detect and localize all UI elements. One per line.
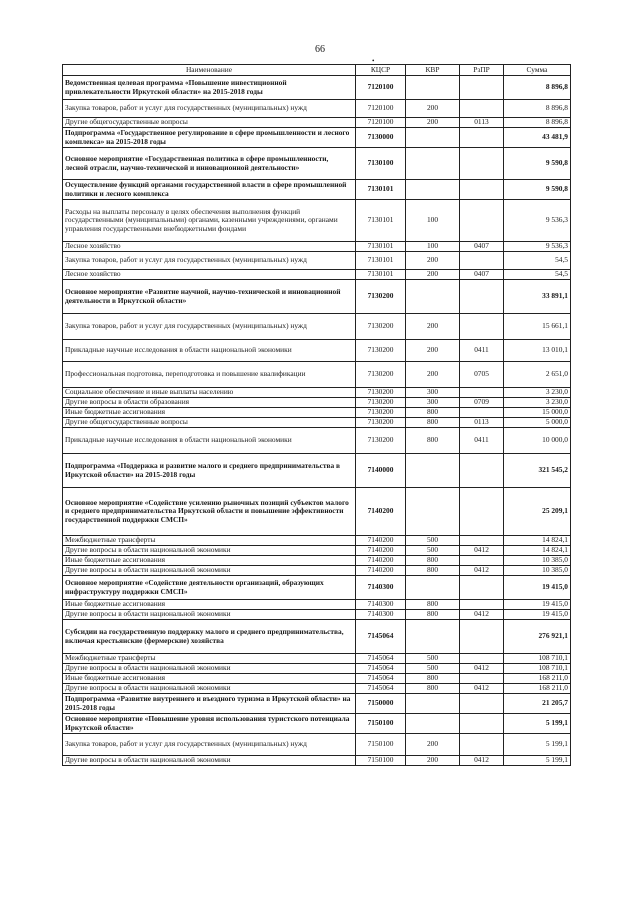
cell-name: Ведомственная целевая программа «Повышение инвестиционной привлекательности Иркутской области» на 2015-2018 годы	[63, 76, 356, 100]
cell-sum: 54,5	[504, 270, 571, 280]
cell-sum: 15 000,0	[504, 408, 571, 418]
cell-kcsr: 7150100	[356, 714, 406, 734]
cell-name: Другие общегосударственные вопросы	[63, 118, 356, 128]
cell-rzpr	[460, 488, 504, 536]
cell-name: Основное мероприятие «Государственная политика в сфере промышленности, лесной отрасли, научно-технической и инновационной деятельности»	[63, 148, 356, 180]
cell-sum: 14 824,1	[504, 536, 571, 546]
cell-sum: 9 590,8	[504, 180, 571, 200]
cell-rzpr	[460, 694, 504, 714]
cell-rzpr: 0411	[460, 340, 504, 362]
cell-name: Расходы на выплаты персоналу в целях обеспечения выполнения функций государственными (муниципальными) органами, казенными учреждениями, органами управления государственными внебюджетными фондами	[63, 200, 356, 242]
header-rzpr: РзПР	[460, 65, 504, 76]
cell-kvr: 300	[406, 398, 460, 408]
cell-sum: 10 385,0	[504, 556, 571, 566]
cell-sum: 2 651,0	[504, 362, 571, 388]
table-row	[63, 576, 571, 600]
cell-rzpr	[460, 408, 504, 418]
table-body	[63, 76, 571, 766]
cell-name: Основное мероприятие «Развитие научной, научно-технической и инновационной деятельности в Иркутской области»	[63, 280, 356, 314]
cell-rzpr: 0412	[460, 664, 504, 674]
table-row	[63, 734, 571, 756]
cell-kcsr: 7130200	[356, 398, 406, 408]
cell-kcsr: 7130101	[356, 270, 406, 280]
cell-kvr: 200	[406, 734, 460, 756]
cell-kvr: 200	[406, 756, 460, 766]
table-row	[63, 620, 571, 654]
cell-kvr	[406, 576, 460, 600]
cell-name: Социальное обеспечение и иные выплаты населению	[63, 388, 356, 398]
table-row	[63, 546, 571, 556]
cell-name: Другие вопросы в области национальной экономики	[63, 664, 356, 674]
cell-sum: 54,5	[504, 252, 571, 270]
cell-kvr: 200	[406, 100, 460, 118]
cell-kvr: 500	[406, 654, 460, 664]
cell-sum: 19 415,0	[504, 576, 571, 600]
cell-name: Подпрограмма «Поддержка и развитие малого и среднего предпринимательства в Иркутской области» на 2015-2018 годы	[63, 454, 356, 488]
cell-kcsr: 7130200	[356, 314, 406, 340]
cell-name: Другие вопросы в области национальной экономики	[63, 566, 356, 576]
cell-kcsr: 7130200	[356, 428, 406, 454]
cell-rzpr: 0407	[460, 242, 504, 252]
cell-sum: 108 710,1	[504, 664, 571, 674]
cell-kcsr: 7145064	[356, 674, 406, 684]
cell-sum: 5 199,1	[504, 756, 571, 766]
cell-kcsr: 7140200	[356, 488, 406, 536]
table-row	[63, 674, 571, 684]
table-row	[63, 418, 571, 428]
cell-kcsr: 7150100	[356, 756, 406, 766]
cell-kvr	[406, 714, 460, 734]
cell-rzpr	[460, 100, 504, 118]
cell-kcsr: 7130101	[356, 200, 406, 242]
cell-kcsr: 7130200	[356, 280, 406, 314]
table-row	[63, 314, 571, 340]
cell-kvr: 800	[406, 408, 460, 418]
cell-name: Другие вопросы в области национальной экономики	[63, 610, 356, 620]
table-row	[63, 148, 571, 180]
cell-sum: 13 010,1	[504, 340, 571, 362]
cell-sum: 43 481,9	[504, 128, 571, 148]
cell-sum: 8 896,8	[504, 118, 571, 128]
cell-kvr	[406, 620, 460, 654]
cell-kvr: 300	[406, 388, 460, 398]
cell-sum: 33 891,1	[504, 280, 571, 314]
cell-kvr: 200	[406, 252, 460, 270]
cell-sum: 5 000,0	[504, 418, 571, 428]
table-row	[63, 280, 571, 314]
cell-kcsr: 7120100	[356, 118, 406, 128]
cell-kvr: 800	[406, 684, 460, 694]
cell-sum: 21 205,7	[504, 694, 571, 714]
cell-rzpr	[460, 200, 504, 242]
cell-name: Иные бюджетные ассигнования	[63, 556, 356, 566]
cell-kcsr: 7140200	[356, 546, 406, 556]
cell-kvr: 800	[406, 556, 460, 566]
cell-name: Подпрограмма «Государственное регулирование в сфере промышленности и лесного комплекса» на 2015-2018 годы	[63, 128, 356, 148]
table-row	[63, 270, 571, 280]
table-row	[63, 340, 571, 362]
cell-rzpr	[460, 674, 504, 684]
cell-kvr: 100	[406, 242, 460, 252]
cell-name: Субсидии на государственную поддержку малого и среднего предпринимательства, включая крестьянские (фермерские) хозяйства	[63, 620, 356, 654]
cell-name: Лесное хозяйство	[63, 270, 356, 280]
cell-rzpr: 0705	[460, 362, 504, 388]
cell-kcsr: 7130200	[356, 418, 406, 428]
cell-rzpr	[460, 252, 504, 270]
cell-kvr	[406, 280, 460, 314]
cell-kvr	[406, 488, 460, 536]
cell-rzpr	[460, 454, 504, 488]
cell-kvr: 200	[406, 270, 460, 280]
cell-kvr: 800	[406, 600, 460, 610]
cell-rzpr: 0412	[460, 566, 504, 576]
table-row	[63, 488, 571, 536]
cell-sum: 321 545,2	[504, 454, 571, 488]
cell-name: Другие общегосударственные вопросы	[63, 418, 356, 428]
cell-rzpr	[460, 180, 504, 200]
cell-kvr	[406, 180, 460, 200]
budget-table	[62, 64, 571, 766]
table-row	[63, 76, 571, 100]
cell-kvr: 500	[406, 664, 460, 674]
cell-kcsr: 7140300	[356, 600, 406, 610]
cell-sum: 8 896,8	[504, 76, 571, 100]
table-row	[63, 756, 571, 766]
cell-kvr	[406, 694, 460, 714]
cell-name: Иные бюджетные ассигнования	[63, 408, 356, 418]
cell-kcsr: 7130000	[356, 128, 406, 148]
cell-sum: 10 000,0	[504, 428, 571, 454]
cell-name: Закупка товаров, работ и услуг для государственных (муниципальных) нужд	[63, 100, 356, 118]
table-row	[63, 118, 571, 128]
cell-name: Прикладные научные исследования в области национальной экономики	[63, 340, 356, 362]
header-sum: Сумма	[504, 65, 571, 76]
cell-sum: 10 385,0	[504, 566, 571, 576]
cell-sum: 9 536,3	[504, 242, 571, 252]
cell-kcsr: 7145064	[356, 620, 406, 654]
cell-kvr	[406, 454, 460, 488]
cell-rzpr	[460, 654, 504, 664]
table-row	[63, 100, 571, 118]
cell-name: Основное мероприятие «Содействие деятельности организаций, образующих инфраструктуру поддержки СМСП»	[63, 576, 356, 600]
cell-name: Закупка товаров, работ и услуг для государственных (муниципальных) нужд	[63, 734, 356, 756]
cell-name: Межбюджетные трансферты	[63, 536, 356, 546]
cell-sum: 14 824,1	[504, 546, 571, 556]
page-number: 66	[315, 44, 325, 55]
table-row	[63, 200, 571, 242]
cell-name: Межбюджетные трансферты	[63, 654, 356, 664]
cell-sum: 5 199,1	[504, 734, 571, 756]
table-row	[63, 684, 571, 694]
cell-kvr: 800	[406, 428, 460, 454]
cell-sum: 5 199,1	[504, 714, 571, 734]
cell-name: Осуществление функций органами государственной власти в сфере промышленной политики и лесного комплекса	[63, 180, 356, 200]
cell-kvr	[406, 76, 460, 100]
cell-sum: 3 230,0	[504, 398, 571, 408]
cell-rzpr	[460, 314, 504, 340]
cell-kvr: 200	[406, 362, 460, 388]
cell-rzpr: 0709	[460, 398, 504, 408]
table-row	[63, 714, 571, 734]
cell-kcsr: 7120100	[356, 76, 406, 100]
cell-rzpr	[460, 556, 504, 566]
table-row	[63, 242, 571, 252]
cell-kcsr: 7150000	[356, 694, 406, 714]
cell-kcsr: 7130101	[356, 242, 406, 252]
cell-kcsr: 7145064	[356, 684, 406, 694]
cell-kcsr: 7120100	[356, 100, 406, 118]
cell-name: Профессиональная подготовка, переподготовка и повышение квалификации	[63, 362, 356, 388]
header-kvr: КВР	[406, 65, 460, 76]
table-row	[63, 664, 571, 674]
cell-kcsr: 7130200	[356, 340, 406, 362]
cell-kvr: 500	[406, 536, 460, 546]
cell-kcsr: 7140200	[356, 536, 406, 546]
table-header-row	[63, 65, 571, 76]
table-row	[63, 252, 571, 270]
header-kcsr: КЦСР	[356, 65, 406, 76]
table-row	[63, 428, 571, 454]
cell-name: Другие вопросы в области образования	[63, 398, 356, 408]
table-row	[63, 600, 571, 610]
cell-kcsr: 7140200	[356, 566, 406, 576]
table-row	[63, 388, 571, 398]
cell-kcsr: 7130100	[356, 148, 406, 180]
table-row	[63, 694, 571, 714]
cell-kvr: 800	[406, 610, 460, 620]
cell-sum: 15 661,1	[504, 314, 571, 340]
table-row	[63, 556, 571, 566]
table-row	[63, 362, 571, 388]
cell-name: Закупка товаров, работ и услуг для государственных (муниципальных) нужд	[63, 252, 356, 270]
cell-kcsr: 7130200	[356, 362, 406, 388]
cell-name: Другие вопросы в области национальной экономики	[63, 756, 356, 766]
cell-rzpr	[460, 620, 504, 654]
cell-kcsr: 7150100	[356, 734, 406, 756]
cell-kcsr: 7140300	[356, 576, 406, 600]
cell-kcsr: 7140200	[356, 556, 406, 566]
table-row	[63, 610, 571, 620]
cell-kvr	[406, 128, 460, 148]
cell-name: Основное мероприятие «Содействие усилению рыночных позиций субъектов малого и среднего предпринимательства Иркутской области и повышение эффективности государственной поддержки СМСП»	[63, 488, 356, 536]
cell-name: Иные бюджетные ассигнования	[63, 674, 356, 684]
cell-kcsr: 7130200	[356, 408, 406, 418]
cell-kcsr: 7140300	[356, 610, 406, 620]
cell-sum: 19 415,0	[504, 600, 571, 610]
cell-kvr: 200	[406, 118, 460, 128]
table-row	[63, 398, 571, 408]
cell-kcsr: 7145064	[356, 664, 406, 674]
cell-sum: 276 921,1	[504, 620, 571, 654]
cell-kcsr: 7145064	[356, 654, 406, 664]
cell-sum: 8 896,8	[504, 100, 571, 118]
cell-rzpr	[460, 714, 504, 734]
cell-kvr: 500	[406, 546, 460, 556]
table-row	[63, 128, 571, 148]
cell-sum: 108 710,1	[504, 654, 571, 664]
header-name: Наименование	[63, 65, 356, 76]
cell-rzpr	[460, 76, 504, 100]
cell-rzpr	[460, 734, 504, 756]
cell-rzpr: 0113	[460, 418, 504, 428]
cell-kcsr: 7140000	[356, 454, 406, 488]
cell-sum: 25 209,1	[504, 488, 571, 536]
cell-rzpr: 0412	[460, 610, 504, 620]
cell-rzpr	[460, 148, 504, 180]
cell-rzpr	[460, 576, 504, 600]
cell-rzpr: 0113	[460, 118, 504, 128]
table-row	[63, 180, 571, 200]
cell-sum: 9 590,8	[504, 148, 571, 180]
cell-sum: 168 211,0	[504, 684, 571, 694]
cell-name: Подпрограмма «Развитие внутреннего и въездного туризма в Иркутской области» на 2015-2018 годы	[63, 694, 356, 714]
cell-kvr: 800	[406, 674, 460, 684]
cell-name: Лесное хозяйство	[63, 242, 356, 252]
cell-rzpr	[460, 600, 504, 610]
cell-name: Другие вопросы в области национальной экономики	[63, 684, 356, 694]
cell-rzpr	[460, 280, 504, 314]
cell-sum: 9 536,3	[504, 200, 571, 242]
cell-name: Прикладные научные исследования в области национальной экономики	[63, 428, 356, 454]
cell-rzpr: 0412	[460, 756, 504, 766]
cell-name: Иные бюджетные ассигнования	[63, 600, 356, 610]
cell-sum: 168 211,0	[504, 674, 571, 684]
cell-rzpr: 0412	[460, 546, 504, 556]
table-row	[63, 408, 571, 418]
cell-rzpr	[460, 536, 504, 546]
cell-kcsr: 7130101	[356, 252, 406, 270]
cell-rzpr: 0411	[460, 428, 504, 454]
cell-rzpr	[460, 128, 504, 148]
cell-name: Закупка товаров, работ и услуг для государственных (муниципальных) нужд	[63, 314, 356, 340]
cell-kvr: 100	[406, 200, 460, 242]
cell-kcsr: 7130200	[356, 388, 406, 398]
table-row	[63, 454, 571, 488]
scan-speck: •	[372, 57, 375, 65]
cell-kcsr: 7130101	[356, 180, 406, 200]
table-row	[63, 566, 571, 576]
cell-kvr: 800	[406, 566, 460, 576]
cell-rzpr	[460, 388, 504, 398]
cell-rzpr: 0412	[460, 684, 504, 694]
cell-kvr: 800	[406, 418, 460, 428]
cell-kvr	[406, 148, 460, 180]
table-row	[63, 654, 571, 664]
cell-kvr: 200	[406, 340, 460, 362]
cell-sum: 19 415,0	[504, 610, 571, 620]
cell-rzpr: 0407	[460, 270, 504, 280]
cell-name: Другие вопросы в области национальной экономики	[63, 546, 356, 556]
cell-name: Основное мероприятие «Повышение уровня использования туристского потенциала Иркутской области»	[63, 714, 356, 734]
table-row	[63, 536, 571, 546]
cell-kvr: 200	[406, 314, 460, 340]
cell-sum: 3 230,0	[504, 388, 571, 398]
